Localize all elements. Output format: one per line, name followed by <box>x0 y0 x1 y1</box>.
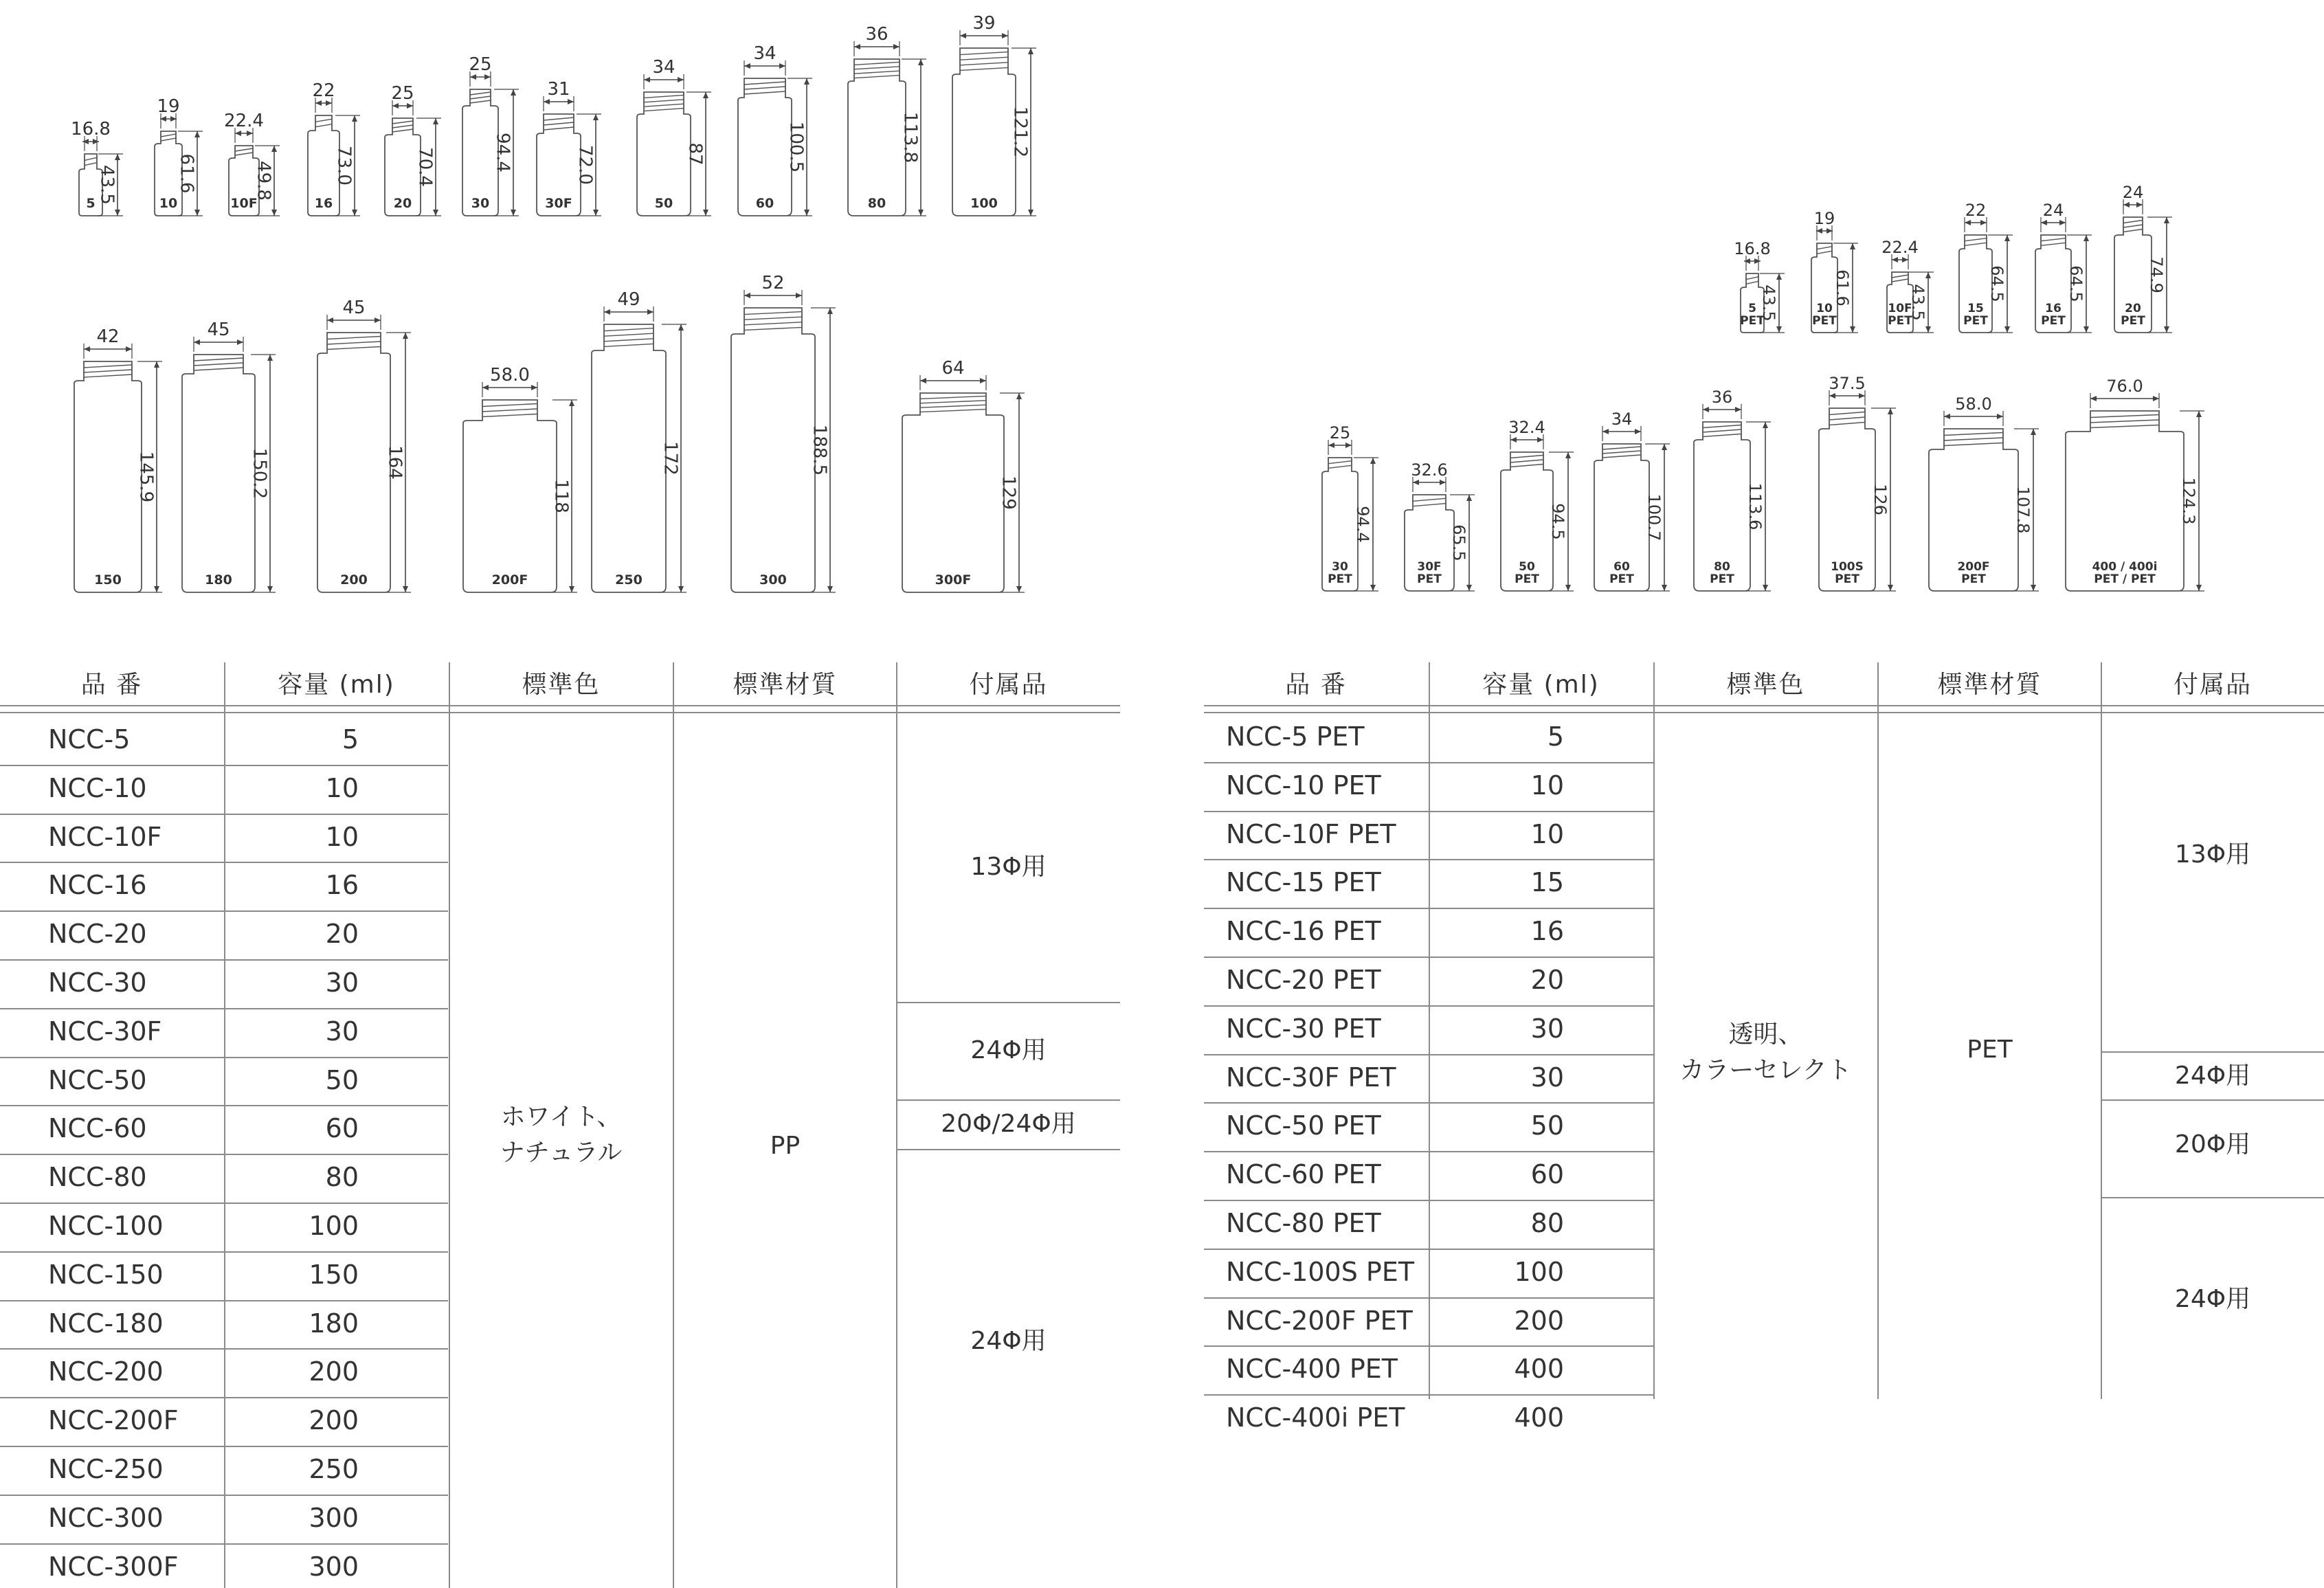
pp-accessory-24a: 24Φ用 <box>970 1036 1047 1064</box>
pet-standard-material: PET <box>1967 1036 2013 1064</box>
bottle-label: 60 <box>1613 560 1630 574</box>
pet-capacity-cell: 20 <box>1530 965 1564 995</box>
height-dimension-label: 73.0 <box>333 146 355 186</box>
bottle-drawing <box>1819 374 1896 591</box>
pp-code-cell: NCC-200 <box>48 1356 164 1387</box>
height-dimension-label: 43.5 <box>1908 284 1928 321</box>
width-dimension-label: 76.0 <box>2106 377 2143 396</box>
pet-code-cell: NCC-30 PET <box>1226 1013 1381 1044</box>
pet-standard-color: 透明、 カラーセレクト <box>1679 1020 1852 1084</box>
height-dimension-label: 124.3 <box>2179 477 2198 525</box>
pp-capacity-cell: 10 <box>325 772 359 803</box>
bottle-label: 5 <box>86 196 96 211</box>
pet-capacity-cell: 400 <box>1514 1354 1564 1385</box>
bottle-label: 10 <box>159 196 178 211</box>
bottle-label: 20 <box>393 196 412 211</box>
bottle-label: 180 <box>205 572 232 588</box>
width-dimension-label: 16.8 <box>1734 239 1771 258</box>
height-dimension-label: 49.8 <box>253 161 274 201</box>
bottle-sublabel: PET <box>1609 572 1634 586</box>
pp-header-code: 品 番 <box>80 671 143 699</box>
width-dimension-label: 16.8 <box>71 119 111 139</box>
bottle-sublabel: PET <box>1961 572 1986 586</box>
bottle-label: 16 <box>314 196 333 211</box>
pp-spec-table <box>0 646 1120 1588</box>
pp-accessory-20-24: 20Φ/24Φ用 <box>941 1110 1076 1138</box>
width-dimension-label: 22 <box>312 80 335 101</box>
bottle-label: 80 <box>1714 560 1730 574</box>
bottle-sublabel: PET <box>1515 572 1539 586</box>
pet-accessory-24b: 24Φ用 <box>2174 1285 2251 1313</box>
height-dimension-label: 100.7 <box>1644 493 1664 541</box>
pp-capacity-cell: 300 <box>309 1502 359 1533</box>
bottle-label: 30F <box>1417 560 1442 574</box>
width-dimension-label: 25 <box>469 54 492 75</box>
bottle-sublabel: PET <box>1328 572 1352 586</box>
pp-capacity-cell: 150 <box>309 1259 359 1290</box>
bottle-label: 20 <box>2125 302 2141 315</box>
pet-header-material: 標準材質 <box>1937 671 2042 699</box>
bottle-label: 300F <box>935 572 972 588</box>
pet-code-cell: NCC-100S PET <box>1226 1256 1415 1287</box>
height-dimension-label: 188.5 <box>809 424 830 476</box>
height-dimension-label: 64.5 <box>1987 265 2007 302</box>
height-dimension-label: 65.5 <box>1449 524 1468 561</box>
pp-accessory-13: 13Φ用 <box>970 853 1047 881</box>
pet-code-cell: NCC-20 PET <box>1226 965 1381 995</box>
pet-code-cell: NCC-10F PET <box>1226 818 1396 849</box>
height-dimension-label: 72.0 <box>574 145 596 185</box>
bottle-drawing <box>731 273 836 592</box>
pet-capacity-cell: 400 <box>1514 1402 1564 1433</box>
width-dimension-label: 24 <box>2042 201 2064 220</box>
bottle-drawing <box>637 57 711 216</box>
bottle-drawing <box>71 119 123 216</box>
height-dimension-label: 70.4 <box>414 147 436 187</box>
bottle-label: 10 <box>1816 302 1833 315</box>
height-dimension-label: 126 <box>1870 484 1890 515</box>
width-dimension-label: 58.0 <box>490 365 530 385</box>
pet-capacity-cell: 30 <box>1530 1062 1564 1093</box>
bottle-sublabel: PET <box>1740 314 1765 328</box>
pp-capacity-cell: 200 <box>309 1356 359 1387</box>
bottle-drawing <box>1881 238 1934 333</box>
bottle-sublabel: PET <box>2041 314 2066 328</box>
width-dimension-label: 36 <box>1711 388 1733 407</box>
height-dimension-label: 113.6 <box>1745 482 1765 530</box>
pp-code-cell: NCC-10 <box>48 772 147 803</box>
bottle-drawing <box>308 80 360 216</box>
pp-capacity-cell: 100 <box>309 1211 359 1241</box>
pp-capacity-cell: 300 <box>309 1551 359 1582</box>
pp-capacity-cell: 80 <box>325 1162 359 1193</box>
bottle-drawing <box>1322 423 1378 591</box>
bottle-label: 30 <box>1332 560 1348 574</box>
width-dimension-label: 49 <box>617 289 640 310</box>
bottle-drawing <box>385 83 441 216</box>
pet-code-cell: NCC-5 PET <box>1226 722 1365 752</box>
pet-capacity-cell: 80 <box>1530 1208 1564 1238</box>
bottle-label: 200F <box>1957 560 1990 574</box>
pp-header-material: 標準材質 <box>733 671 838 699</box>
pp-code-cell: NCC-300 <box>48 1502 164 1533</box>
pet-capacity-cell: 100 <box>1514 1256 1564 1287</box>
pet-header-color: 標準色 <box>1726 671 1805 699</box>
bottle-sublabel: PET <box>1710 572 1734 586</box>
pp-code-cell: NCC-150 <box>48 1259 164 1290</box>
bottle-drawing <box>317 298 411 592</box>
width-dimension-label: 22.4 <box>224 111 264 131</box>
bottle-sublabel: PET <box>2121 314 2145 328</box>
bottle-drawing <box>74 326 162 592</box>
pp-code-cell: NCC-300F <box>48 1551 179 1582</box>
bottle-drawing <box>952 13 1036 216</box>
bottle-drawing <box>1694 388 1771 591</box>
pet-code-cell: NCC-50 PET <box>1226 1110 1381 1141</box>
bottle-drawing <box>224 111 280 216</box>
height-dimension-label: 64.5 <box>2066 265 2086 302</box>
height-dimension-label: 145.9 <box>135 451 157 503</box>
pet-capacity-cell: 10 <box>1530 818 1564 849</box>
width-dimension-label: 42 <box>96 326 120 347</box>
bottle-drawing <box>155 96 203 216</box>
bottle-drawing <box>1594 410 1670 591</box>
bottle-label: 15 <box>1967 302 1984 315</box>
bottle-label: 400 / 400i <box>2092 560 2158 574</box>
height-dimension-label: 61.6 <box>176 153 197 194</box>
bottle-drawing <box>1734 239 1785 333</box>
height-dimension-label: 43.5 <box>96 165 118 205</box>
bottle-label: 10F <box>230 196 258 211</box>
bottle-sublabel: PET <box>1812 314 1837 328</box>
width-dimension-label: 25 <box>1329 423 1351 443</box>
width-dimension-label: 32.4 <box>1508 418 1545 437</box>
pet-capacity-cell: 200 <box>1514 1305 1564 1336</box>
width-dimension-label: 22 <box>1965 201 1987 220</box>
pet-header-capacity: 容量 (ml) <box>1482 671 1600 699</box>
pet-capacity-cell: 5 <box>1547 722 1564 752</box>
pet-code-cell: NCC-80 PET <box>1226 1208 1381 1238</box>
bottle-drawing <box>902 358 1025 592</box>
bottle-drawing <box>1405 460 1475 591</box>
pp-header-color: 標準色 <box>522 671 601 699</box>
bottle-drawing <box>1929 394 2039 591</box>
pp-code-cell: NCC-16 <box>48 870 147 901</box>
height-dimension-label: 100.5 <box>785 121 807 173</box>
pp-code-cell: NCC-180 <box>48 1308 164 1339</box>
bottle-drawing <box>848 24 926 216</box>
pp-capacity-cell: 200 <box>309 1405 359 1436</box>
width-dimension-label: 58.0 <box>1955 394 1992 414</box>
bottle-drawing <box>1959 201 2013 333</box>
pp-code-cell: NCC-50 <box>48 1064 147 1095</box>
bottle-label: 300 <box>759 572 787 588</box>
pet-header-accessory: 付属品 <box>2173 671 2252 699</box>
height-dimension-label: 129 <box>998 476 1019 510</box>
pet-header-code: 品 番 <box>1285 671 1347 699</box>
width-dimension-label: 19 <box>1813 209 1835 228</box>
width-dimension-label: 52 <box>761 273 785 293</box>
width-dimension-label: 34 <box>1611 410 1633 429</box>
bottle-drawing <box>462 54 519 216</box>
pet-code-cell: NCC-10 PET <box>1226 770 1381 801</box>
pp-code-cell: NCC-30F <box>48 1016 162 1047</box>
bottle-label: 5 <box>1748 302 1756 315</box>
bottle-sublabel: PET <box>1417 572 1442 586</box>
bottle-label: 30 <box>471 196 490 211</box>
pp-code-cell: NCC-250 <box>48 1454 164 1484</box>
pp-code-cell: NCC-200F <box>48 1405 179 1436</box>
pet-code-cell: NCC-60 PET <box>1226 1159 1381 1190</box>
width-dimension-label: 64 <box>941 358 965 379</box>
width-dimension-label: 36 <box>865 24 889 45</box>
pet-capacity-cell: 16 <box>1530 916 1564 947</box>
pet-capacity-cell: 60 <box>1530 1159 1564 1190</box>
pet-capacity-cell: 10 <box>1530 770 1564 801</box>
width-dimension-label: 39 <box>972 13 996 34</box>
pp-capacity-cell: 16 <box>325 870 359 901</box>
pp-code-cell: NCC-30 <box>48 968 147 998</box>
height-dimension-label: 61.6 <box>1833 269 1852 306</box>
bottle-drawing <box>1811 209 1858 333</box>
bottle-label: 150 <box>94 572 122 588</box>
bottle-drawing <box>463 365 577 592</box>
width-dimension-label: 19 <box>157 96 180 117</box>
bottle-sublabel: PET <box>1963 314 1988 328</box>
pet-capacity-cell: 15 <box>1530 867 1564 898</box>
bottle-label: 200F <box>491 572 528 588</box>
bottle-label: 80 <box>867 196 886 211</box>
width-dimension-label: 45 <box>207 320 230 340</box>
height-dimension-label: 94.5 <box>1548 503 1567 540</box>
width-dimension-label: 37.5 <box>1829 374 1866 393</box>
pp-capacity-cell: 180 <box>309 1308 359 1339</box>
pp-header-accessory: 付属品 <box>969 671 1048 699</box>
pp-capacity-cell: 50 <box>325 1064 359 1095</box>
bottle-sublabel: PET <box>1888 314 1912 328</box>
height-dimension-label: 150.2 <box>249 447 270 500</box>
width-dimension-label: 34 <box>753 43 776 64</box>
width-dimension-label: 32.6 <box>1411 460 1448 480</box>
height-dimension-label: 43.5 <box>1759 284 1778 322</box>
bottle-label: 16 <box>2045 302 2062 315</box>
bottle-sublabel: PET <box>1835 572 1859 586</box>
pp-code-cell: NCC-60 <box>48 1113 147 1144</box>
pet-accessory-13: 13Φ用 <box>2174 840 2251 869</box>
width-dimension-label: 24 <box>2122 183 2144 202</box>
bottle-drawing <box>2114 183 2172 333</box>
bottle-label: 100S <box>1831 560 1864 574</box>
pet-spec-table <box>1204 646 2324 1443</box>
width-dimension-label: 25 <box>391 83 414 104</box>
pp-capacity-cell: 5 <box>342 724 359 754</box>
pet-code-cell: NCC-400i PET <box>1226 1402 1405 1433</box>
width-dimension-label: 34 <box>652 57 675 78</box>
bottle-drawing <box>738 43 812 216</box>
pp-capacity-cell: 30 <box>325 968 359 998</box>
pet-code-cell: NCC-200F PET <box>1226 1305 1413 1336</box>
bottle-label: 50 <box>1519 560 1535 574</box>
pp-standard-material: PP <box>770 1132 801 1160</box>
height-dimension-label: 172 <box>660 441 681 476</box>
bottle-drawing <box>592 289 686 592</box>
bottle-drawing <box>537 79 601 216</box>
width-dimension-label: 22.4 <box>1881 238 1919 257</box>
width-dimension-label: 31 <box>547 79 570 100</box>
pp-code-cell: NCC-100 <box>48 1211 164 1241</box>
height-dimension-label: 118 <box>550 479 572 513</box>
pp-header-capacity: 容量 (ml) <box>278 671 395 699</box>
height-dimension-label: 94.4 <box>1353 506 1372 543</box>
bottle-drawing <box>182 320 276 592</box>
bottle-label: 250 <box>615 572 643 588</box>
pet-accessory-20: 20Φ用 <box>2174 1130 2251 1159</box>
pp-standard-color: ホワイト、 ナチュラル <box>500 1103 623 1167</box>
bottle-label: 50 <box>654 196 673 211</box>
bottle-label: 100 <box>970 196 998 211</box>
pp-code-cell: NCC-10F <box>48 821 162 852</box>
height-dimension-label: 94.4 <box>492 133 513 172</box>
bottle-label: 10F <box>1888 302 1912 315</box>
bottle-label: 30F <box>545 196 572 211</box>
pp-code-cell: NCC-80 <box>48 1162 147 1193</box>
pet-code-cell: NCC-16 PET <box>1226 916 1381 947</box>
bottle-label: 200 <box>340 572 368 588</box>
bottle-label: 60 <box>755 196 774 211</box>
height-dimension-label: 113.8 <box>900 111 921 164</box>
height-dimension-label: 87 <box>684 142 706 166</box>
height-dimension-label: 164 <box>384 445 405 480</box>
pp-code-cell: NCC-5 <box>48 724 131 754</box>
bottle-drawing <box>2035 201 2092 333</box>
pp-accessory-24b: 24Φ用 <box>970 1327 1047 1355</box>
bottle-drawing <box>2066 377 2204 591</box>
pp-capacity-cell: 30 <box>325 1016 359 1047</box>
bottle-sublabel: PET / PET <box>2094 572 2156 586</box>
pet-code-cell: NCC-15 PET <box>1226 867 1381 898</box>
pet-capacity-cell: 30 <box>1530 1013 1564 1044</box>
width-dimension-label: 45 <box>342 298 366 318</box>
pet-capacity-cell: 50 <box>1530 1110 1564 1141</box>
pet-code-cell: NCC-30F PET <box>1226 1062 1396 1093</box>
height-dimension-label: 107.8 <box>2013 486 2033 534</box>
height-dimension-label: 74.9 <box>2147 256 2166 293</box>
pet-code-cell: NCC-400 PET <box>1226 1354 1398 1385</box>
pp-capacity-cell: 60 <box>325 1113 359 1144</box>
pp-capacity-cell: 250 <box>309 1454 359 1484</box>
pp-capacity-cell: 20 <box>325 919 359 950</box>
bottle-drawing <box>1501 418 1574 591</box>
bottle-dimension-diagram <box>0 0 2324 646</box>
pet-accessory-24a: 24Φ用 <box>2174 1062 2251 1090</box>
height-dimension-label: 121.2 <box>1009 106 1031 158</box>
pp-code-cell: NCC-20 <box>48 919 147 950</box>
pp-capacity-cell: 10 <box>325 821 359 852</box>
